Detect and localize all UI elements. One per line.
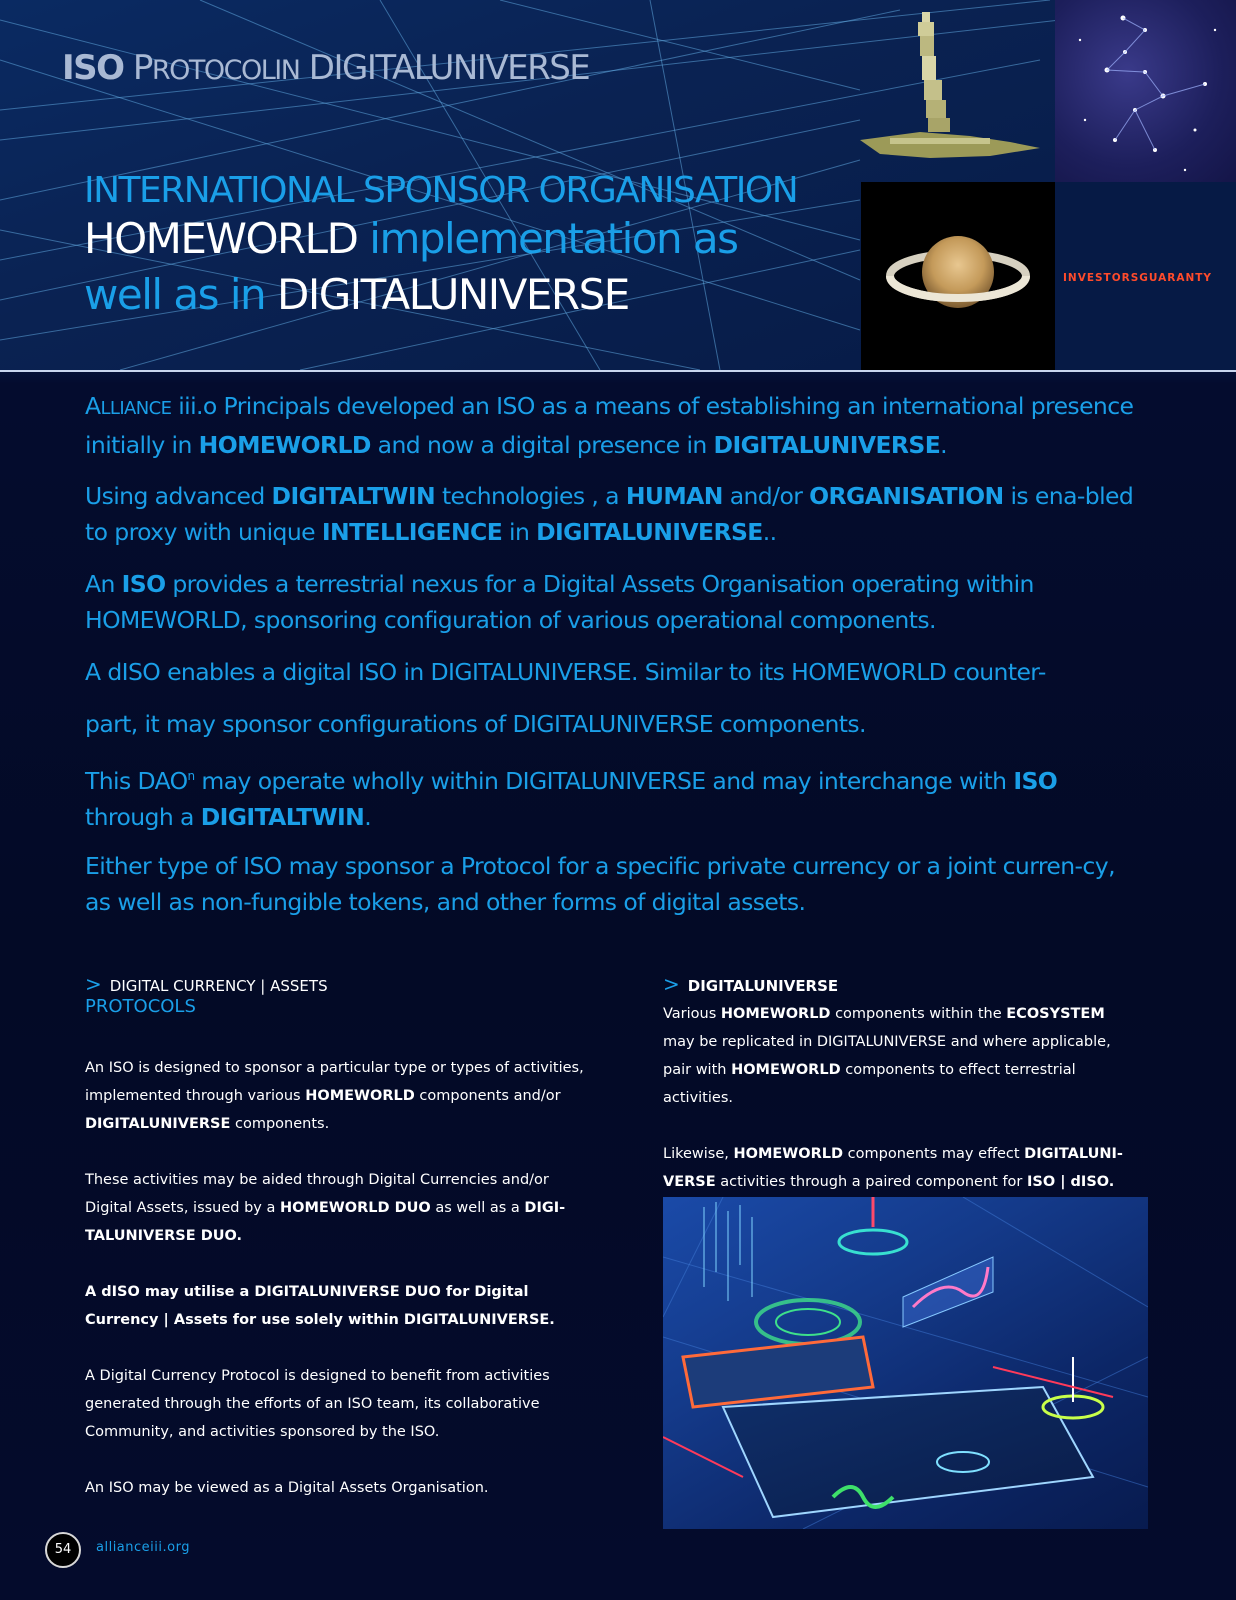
section-title-iso: ISO <box>62 48 124 88</box>
paragraph-7: Either type of ISO may sponsor a Protocol for a specific private currency or a joint curren-cy, as well as non-fungible tokens, and other forms of digital assets. <box>85 852 1115 916</box>
p1-alliance-rest: LLIANCE <box>100 398 172 419</box>
left-para-2 <box>85 1166 585 1250</box>
right-column-heading <box>663 972 838 996</box>
left-para-1 <box>85 1054 585 1138</box>
p2-period: .. <box>762 518 777 546</box>
right-p2-homeworld: HOMEWORLD <box>733 1146 844 1162</box>
right-p2-iso-diso: ISO | dISO. <box>1027 1174 1115 1190</box>
left-column <box>85 1054 585 1530</box>
header-banner <box>0 0 1236 370</box>
page-number: 54 <box>45 1532 81 1568</box>
p3-text: An <box>85 570 122 598</box>
section-title <box>62 48 589 88</box>
left-p1-text-2: components and/or <box>414 1088 561 1104</box>
p2-human: HUMAN <box>625 482 723 510</box>
right-p1-homeworld-2: HOMEWORLD <box>731 1062 841 1078</box>
left-p2-text: These activities may be aided through Digital Currencies and/or Digital Assets, issued by a <box>85 1172 549 1216</box>
headline-homeworld: HOMEWORLD <box>84 214 358 263</box>
right-p1-text-3: may be replicated in DIGITALUNIVERSE and where applicable, pair with <box>663 1034 1111 1078</box>
p2-text-4: is ena-bled to proxy with unique <box>85 482 1134 546</box>
right-p1-ecosystem: ECOSYSTEM <box>1006 1006 1105 1022</box>
p6-iso: ISO <box>1013 766 1058 795</box>
left-column-heading <box>85 972 328 996</box>
left-p2-digitaluniverse-duo: DIGI-TALUNIVERSE DUO. <box>85 1200 566 1244</box>
chevron-right-icon: > <box>663 972 680 996</box>
p3-iso: ISO <box>121 570 166 598</box>
p3-text-2: provides a terrestrial nexus for a Digital Assets Organisation operating within HOMEWORLD, sponsoring configuration of various operational components. <box>85 570 1034 634</box>
digital-phone-illustration <box>663 1197 1148 1529</box>
left-p2-homeworld-duo: HOMEWORLD DUO <box>280 1200 431 1216</box>
investors-guaranty-label <box>1063 272 1212 284</box>
p1-alliance-initial: A <box>85 392 101 420</box>
left-column-subheading: PROTOCOLS <box>85 996 196 1017</box>
p1-text: iii.o Principals developed an ISO as a means of establishing an international presence initially in <box>85 392 1134 459</box>
p2-text-5: in <box>502 518 537 546</box>
right-p1-text-4: components to effect terrestrial activities. <box>663 1062 1076 1106</box>
headline <box>84 170 844 323</box>
right-para-2 <box>663 1140 1133 1196</box>
left-para-4: A Digital Currency Protocol is designed to benefit from activities generated through the efforts of an ISO team, its collaborative Community, and activities sponsored by the ISO. <box>85 1368 550 1440</box>
investors-label: INVESTORS <box>1063 272 1140 284</box>
paragraph-5: part, it may sponsor configurations of DIGITALUNIVERSE components. <box>85 710 866 738</box>
constellation-image <box>1055 0 1236 182</box>
paragraph-3 <box>85 566 1145 638</box>
paragraph-1 <box>85 388 1145 463</box>
p1-homeworld: HOMEWORLD <box>198 431 371 459</box>
left-p1-digitaluniverse: DIGITALUNIVERSE <box>85 1116 231 1132</box>
guaranty-label: GUARANTY <box>1139 272 1213 284</box>
headline-well-as: well as in <box>84 270 277 319</box>
pixel-tower-image <box>860 8 1040 168</box>
p2-digitaluniverse: DIGITALUNIVERSE <box>536 518 763 546</box>
headline-digitaluniverse: DIGITALUNIVERSE <box>277 270 629 319</box>
right-p2-digitaluniverse: DIGITALUNI-VERSE <box>663 1146 1123 1190</box>
site-url[interactable]: allianceiii.org <box>96 1540 190 1555</box>
left-p1-text: An ISO is designed to sponsor a particular type or types of activities, implemented through various <box>85 1060 584 1104</box>
investors-guaranty-box <box>1055 182 1236 370</box>
right-p2-text-3: activities through a paired component for <box>715 1174 1027 1190</box>
saturn-image <box>861 182 1055 370</box>
p2-intelligence: INTELLIGENCE <box>321 518 503 546</box>
left-p1-homeworld: HOMEWORLD <box>305 1088 415 1104</box>
left-p2-text-2: as well as a <box>430 1200 525 1216</box>
p6-superscript: n <box>187 769 195 783</box>
section-title-p: P <box>132 48 152 88</box>
p1-digitaluniverse: DIGITALUNIVERSE <box>713 431 941 459</box>
p2-text-3: and/or <box>722 482 810 510</box>
p6-period: . <box>364 802 372 831</box>
p6-text-3: through a <box>85 802 201 831</box>
right-p2-text: Likewise, <box>663 1146 734 1162</box>
paragraph-6 <box>85 758 1145 835</box>
headline-line1: INTERNATIONAL SPONSOR ORGANISATION <box>84 170 798 211</box>
p2-text: Using advanced <box>85 482 272 510</box>
p6-text-2: may operate wholly within DIGITALUNIVERSE and may interchange with <box>194 766 1014 795</box>
headline-implementation: implementation as <box>357 214 738 263</box>
section-title-digitaluniverse: DIGITALUNIVERSE <box>299 48 590 88</box>
p1-period: . <box>940 431 948 459</box>
right-p1-text-2: components within the <box>830 1006 1007 1022</box>
left-heading-text: DIGITAL CURRENCY | ASSETS <box>109 977 328 995</box>
p6-text: This DAO <box>85 766 188 795</box>
paragraph-2 <box>85 478 1145 550</box>
left-para-3 <box>85 1278 585 1334</box>
section-title-in: IN <box>274 55 300 86</box>
right-column <box>663 1000 1133 1224</box>
p6-digitaltwin: DIGITALTWIN <box>200 802 365 831</box>
p2-text-2: technologies , a <box>435 482 626 510</box>
right-p1-homeworld: HOMEWORLD <box>720 1006 831 1022</box>
right-para-1 <box>663 1000 1133 1112</box>
paragraph-4: A dISO enables a digital ISO in DIGITALUNIVERSE. Similar to its HOMEWORLD counter- <box>85 658 1046 686</box>
p2-organisation: ORGANISATION <box>809 482 1004 510</box>
chevron-right-icon: > <box>85 972 102 996</box>
right-p1-text: Various <box>663 1006 721 1022</box>
section-title-protocol: ROTOCOL <box>151 55 275 86</box>
right-heading-text: DIGITALUNIVERSE <box>687 977 839 995</box>
left-para-5: An ISO may be viewed as a Digital Assets Organisation. <box>85 1480 489 1496</box>
left-p1-text-3: components. <box>230 1116 330 1132</box>
left-p3-text: A dISO may utilise a DIGITALUNIVERSE DUO for Digital Currency | Assets for use solely within DIGITALUNIVERSE. <box>85 1284 555 1328</box>
header-divider <box>0 370 1236 372</box>
p2-digitaltwin: DIGITALTWIN <box>271 482 436 510</box>
p1-text-2: and now a digital presence in <box>370 431 714 459</box>
right-p2-text-2: components may effect <box>843 1146 1025 1162</box>
